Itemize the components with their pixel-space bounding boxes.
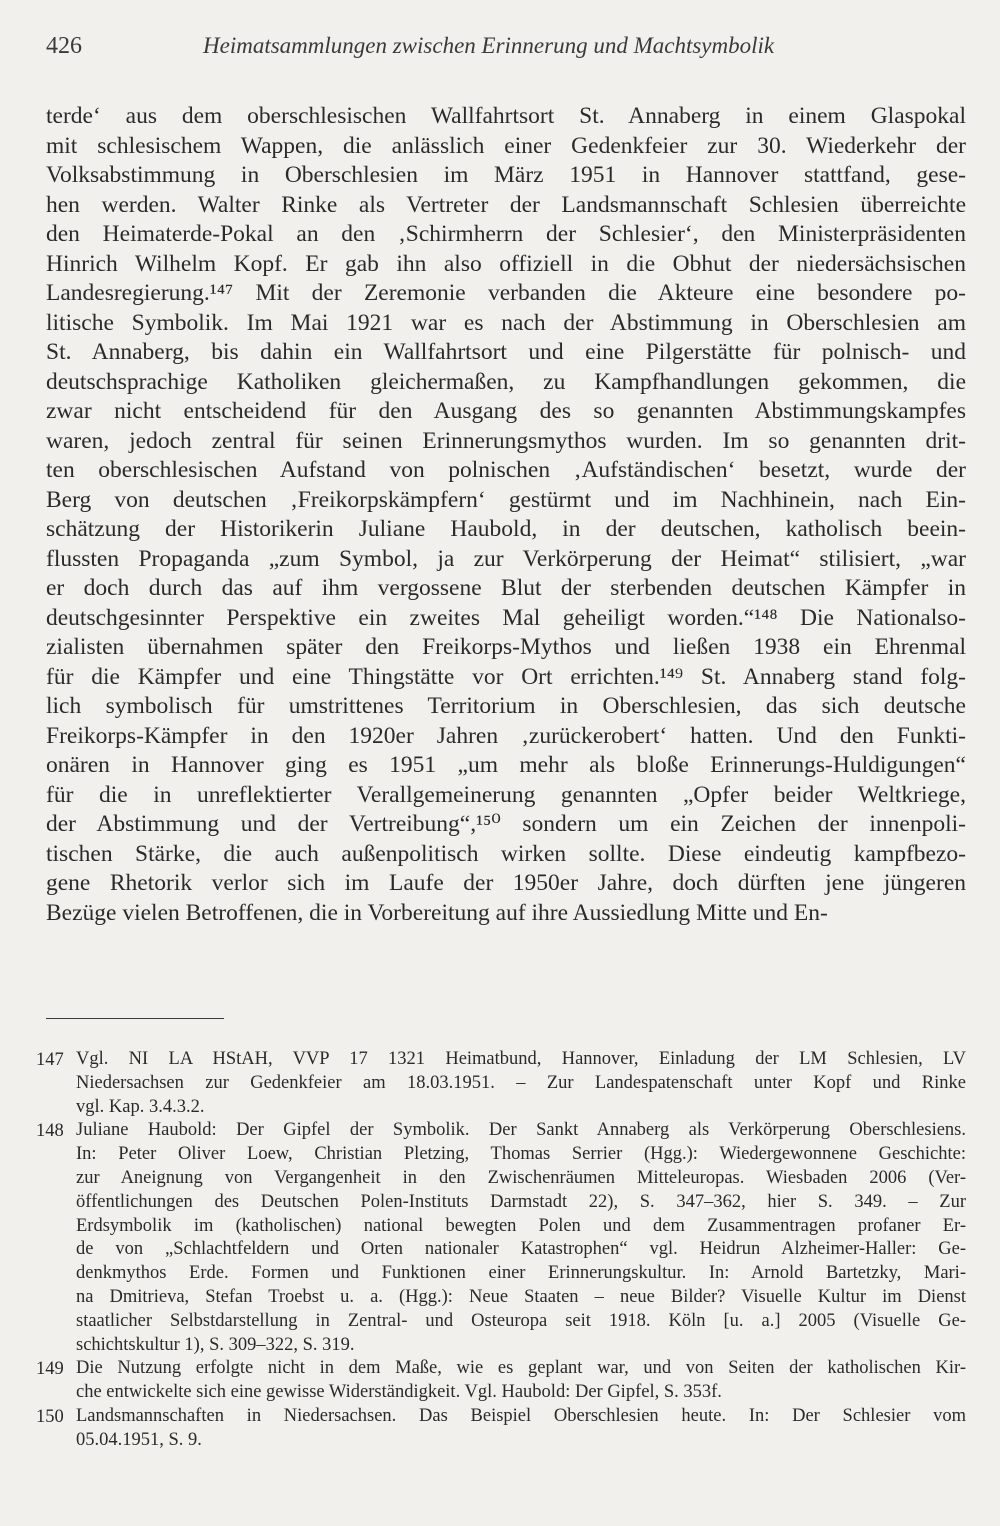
footnote-line: Vgl. NI LA HStAH, VVP 17 1321 Heimatbund, Hannover, Einladung der LM Schlesien, LV bbox=[76, 1049, 966, 1069]
text-line: Hinrich Wilhelm Kopf. Er gab ihn also offiziell in die Obhut der niedersächsischen bbox=[46, 250, 966, 277]
footnote-line: de von „Schlachtfeldern und Orten nationaler Katastrophen“ vgl. Heidrun Alzheimer-Haller: Ge- bbox=[76, 1239, 966, 1260]
footnote-line: öffentlichungen des Deutschen Polen-Instituts Darmstadt 22), S. 347–362, hier S. 349. – Zur bbox=[76, 1191, 966, 1212]
page-number: 426 bbox=[46, 33, 82, 59]
footnote bbox=[36, 1405, 966, 1453]
footnote-line: denkmythos Erde. Formen und Funktionen einer Erinnerungskultur. In: Arnold Bartetzky, Mari- bbox=[76, 1263, 966, 1284]
footnote-line: Erdsymbolik im (katholischen) national bewegten Polen und dem Zusammentragen profaner Er- bbox=[76, 1215, 966, 1236]
text-line: flussten Propaganda „zum Symbol, ja zur Verkörperung der Heimat“ stilisiert, „war bbox=[46, 545, 966, 572]
page-header bbox=[46, 30, 968, 64]
text-line: mit schlesischem Wappen, die anlässlich einer Gedenkfeier zur 30. Wiederkehr der bbox=[46, 132, 966, 159]
footnote-line: In: Peter Oliver Loew, Christian Pletzing, Thomas Serrier (Hgg.): Wiedergewonnene Geschichte: bbox=[76, 1144, 966, 1165]
running-title: Heimatsammlungen zwischen Erinnerung und Machtsymbolik bbox=[203, 33, 775, 58]
text-line: Bezüge vielen Betroffenen, die in Vorbereitung auf ihre Aussiedlung Mitte und En- bbox=[46, 899, 828, 926]
text-line: Volksabstimmung in Oberschlesien im März 1951 in Hannover stattfand, gese- bbox=[46, 162, 966, 188]
footnote-line: Niedersachsen zur Gedenkfeier am 18.03.1951. – Zur Landespatenschaft unter Kopf und Rinke bbox=[76, 1072, 966, 1093]
text-line: er doch durch das auf ihm vergossene Blut der sterbenden deutschen Kämpfer in bbox=[46, 575, 966, 601]
footnote-line: Die Nutzung erfolgte nicht in dem Maße, wie es geplant war, und von Seiten der katholischen Kir- bbox=[76, 1358, 966, 1379]
footnote-line: che entwickelte sich eine gewisse Widerständigkeit. Vgl. Haubold: Der Gipfel, S. 353f. bbox=[76, 1382, 722, 1403]
text-line: den Heimaterde-Pokal an den ‚Schirmherrn der Schlesier‘, den Ministerpräsidenten bbox=[46, 221, 966, 247]
footnote-line: vgl. Kap. 3.4.3.2. bbox=[76, 1096, 205, 1117]
footnote-line: 05.04.1951, S. 9. bbox=[76, 1429, 202, 1450]
text-line: litische Symbolik. Im Mai 1921 war es nach der Abstimmung in Oberschlesien am bbox=[46, 309, 966, 336]
text-line: hen werden. Walter Rinke als Vertreter der Landsmannschaft Schlesien überreichte bbox=[46, 191, 966, 218]
footnote-line: staatlicher Selbstdarstellung in Zentral- und Osteuropa seit 1918. Köln [u. a.] 2005 (Visuelle Ge- bbox=[76, 1310, 966, 1331]
footnote-number: 148 bbox=[36, 1121, 64, 1142]
text-line: terde‘ aus dem oberschlesischen Wallfahrtsort St. Annaberg in einem Glaspokal bbox=[46, 103, 966, 129]
text-line: Berg von deutschen ‚Freikorpskämpfern‘ gestürmt und im Nachhinein, nach Ein- bbox=[46, 486, 966, 513]
footnote-line: zur Aneignung von Vergangenheit in den Zwischenräumen Mitteleuropas. Wiesbaden 2006 (Ver- bbox=[76, 1167, 966, 1188]
footnote-line: schichtskultur 1), S. 309–322, S. 319. bbox=[76, 1334, 355, 1355]
text-line: ten oberschlesischen Aufstand von polnischen ‚Aufständischen‘ besetzt, wurde der bbox=[46, 457, 966, 483]
footnotes bbox=[36, 1048, 966, 1453]
footnote-line: Juliane Haubold: Der Gipfel der Symbolik. Der Sankt Annaberg als Verkörperung Oberschlesiens. bbox=[76, 1120, 966, 1141]
text-line: für die in unreflektierter Verallgemeinerung genannten „Opfer beider Weltkriege, bbox=[46, 781, 966, 808]
text-line: Landesregierung.¹⁴⁷ Mit der Zeremonie verbanden die Akteure eine besondere po- bbox=[46, 280, 966, 306]
text-line: waren, jedoch zentral für seinen Erinnerungsmythos wurden. Im so genannten drit- bbox=[46, 427, 966, 454]
text-line: deutschgesinnter Perspektive ein zweites Mal geheiligt worden.“¹⁴⁸ Die Nationalso- bbox=[46, 604, 966, 631]
footnote bbox=[36, 1048, 966, 1119]
footnote bbox=[36, 1357, 966, 1405]
footnote-number: 147 bbox=[36, 1050, 64, 1070]
footnote bbox=[36, 1119, 966, 1357]
footnote-line: na Dmitrieva, Stefan Troebst u. a. (Hgg.): Neue Staaten – neue Bilder? Visuelle Kultur im Dienst bbox=[76, 1286, 966, 1307]
text-line: gene Rhetorik verlor sich im Laufe der 1950er Jahre, doch dürften jene jüngeren bbox=[46, 870, 966, 896]
text-line: Freikorps-Kämpfer in den 1920er Jahren ‚zurückerobert‘ hatten. Und den Funkti- bbox=[46, 722, 966, 749]
footnote-separator bbox=[46, 1018, 224, 1019]
text-line: für die Kämpfer und eine Thingstätte vor Ort errichten.¹⁴⁹ St. Annaberg stand folg- bbox=[46, 663, 966, 690]
text-line: schätzung der Historikerin Juliane Haubold, in der deutschen, katholisch beein- bbox=[46, 516, 966, 542]
text-line: deutschsprachige Katholiken gleichermaßen, zu Kampfhandlungen gekommen, die bbox=[46, 368, 966, 395]
footnote-line: Landsmannschaften in Niedersachsen. Das Beispiel Oberschlesien heute. In: Der Schlesier vom bbox=[76, 1405, 966, 1426]
footnote-number: 149 bbox=[36, 1359, 64, 1380]
text-line: zialisten übernahmen später den Freikorps-Mythos und ließen 1938 ein Ehrenmal bbox=[46, 634, 966, 660]
text-line: tischen Stärke, die auch außenpolitisch wirken sollte. Diese eindeutig kampfbezo- bbox=[46, 840, 966, 867]
main-text bbox=[46, 102, 966, 928]
text-line: der Abstimmung und der Vertreibung“,¹⁵⁰ sondern um ein Zeichen der innenpoli- bbox=[46, 811, 966, 837]
text-line: onären in Hannover ging es 1951 „um mehr als bloße Erinnerungs-Huldigungen“ bbox=[46, 752, 966, 778]
text-line: lich symbolisch für umstrittenes Territorium in Oberschlesien, das sich deutsche bbox=[46, 693, 966, 719]
text-line: zwar nicht entscheidend für den Ausgang des so genannten Abstimmungskampfes bbox=[46, 398, 966, 424]
text-line: St. Annaberg, bis dahin ein Wallfahrtsort und eine Pilgerstätte für polnisch- und bbox=[46, 339, 966, 365]
footnote-number: 150 bbox=[36, 1406, 64, 1427]
